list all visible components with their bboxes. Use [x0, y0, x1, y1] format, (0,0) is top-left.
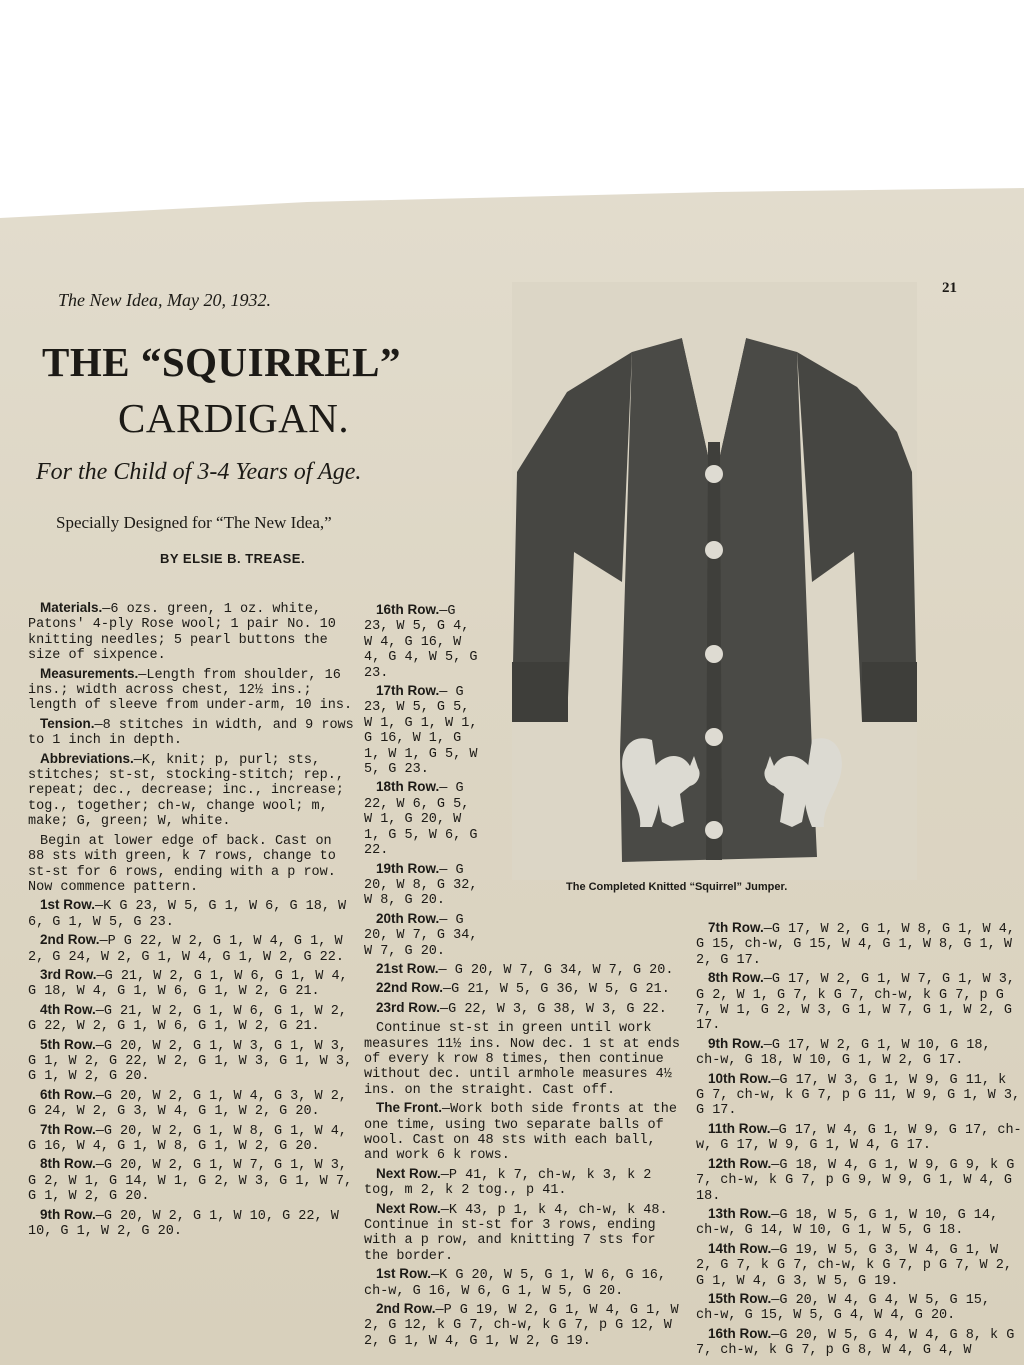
paragraph: 18th Row.— G 22, W 6, G 5, W 1, G 20, W 1, G 5, W 6, G 22. — [364, 779, 478, 859]
button — [705, 821, 723, 839]
paragraph: Materials.—6 ozs. green, 1 oz. white, Patons' 4-ply Rose wool; 1 pair No. 10 knitting needles; 5 pearl buttons the size of sixpence. — [28, 600, 336, 664]
paragraph: 10th Row.—G 17, W 3, G 1, W 9, G 11, k G 7, ch-w, k G 7, p G 11, W 9, G 1, W 3, G 17. — [696, 1070, 1021, 1119]
paragraph: 7th Row.—G 20, W 2, G 1, W 8, G 1, W 4, G 16, W 4, G 1, W 8, G 1, W 2, G 20. — [28, 1121, 347, 1154]
paragraph: 13th Row.—G 18, W 5, G 1, W 10, G 14, ch-w, G 14, W 10, G 1, W 5, G 18. — [696, 1205, 999, 1239]
button — [705, 541, 723, 559]
paragraph: 5th Row.—G 20, W 2, G 1, W 3, G 1, W 3, G 1, W 2, G 22, W 2, G 1, W 3, G 1, W 3, G 1, W 2, G 20. — [28, 1036, 353, 1085]
paragraph: The Front.—Work both side fronts at the one time, using two separate balls of wool. Cast on 48 sts with each ball, and work 6 k rows. — [364, 1100, 677, 1164]
paragraph: 2nd Row.—P G 19, W 2, G 1, W 4, G 1, W 2, G 12, k G 7, ch-w, k G 7, p G 12, W 2, G 1, W 4, G 1, W 2, G 19. — [364, 1301, 679, 1349]
paragraph: Continue st-st in green until work measures 11½ ins. Now dec. 1 st at ends of every k row 8 times, then continue without dec. until armhole measures 4½ ins. on the straight. Cast off. — [364, 1021, 680, 1098]
paragraph: 6th Row.—G 20, W 2, G 1, W 4, G 3, W 2, G 24, W 2, G 3, W 4, G 1, W 2, G 20. — [28, 1086, 347, 1120]
paragraph: 3rd Row.—G 21, W 2, G 1, W 6, G 1, W 4, G 18, W 4, G 1, W 6, G 1, W 2, G 21. — [28, 966, 348, 1000]
paragraph: 17th Row.— G 23, W 5, G 5, W 1, G 1, W 1, G 16, W 1, G 1, W 1, G 5, W 5, G 23. — [364, 683, 478, 778]
paragraph: 11th Row.—G 17, W 4, G 1, W 9, G 17, ch-w, G 17, W 9, G 1, W 4, G 17. — [696, 1120, 1022, 1154]
paragraph: 20th Row.— G 20, W 7, G 34, W 7, G 20. — [364, 910, 478, 959]
paragraph: 8th Row.—G 20, W 2, G 1, W 7, G 1, W 3, G 2, W 1, G 14, W 1, G 2, W 3, G 1, W 7, G 1, W 2, G 20. — [28, 1156, 353, 1205]
text-column-3 — [696, 920, 1022, 1361]
paragraph: 2nd Row.—P G 22, W 2, G 1, W 4, G 1, W 2, G 24, W 2, G 1, W 4, G 1, W 2, G 22. — [28, 932, 344, 965]
paragraph: 15th Row.—G 20, W 4, G 4, W 5, G 15, ch-w, G 15, W 5, G 4, W 4, G 20. — [696, 1290, 991, 1324]
designed-for-line: Specially Designed for “The New Idea,” — [56, 513, 332, 532]
button — [705, 645, 723, 663]
article-title-line1: THE “SQUIRREL” — [42, 339, 402, 385]
paragraph: 1st Row.—K G 23, W 5, G 1, W 6, G 18, W 6, G 1, W 5, G 23. — [28, 897, 347, 930]
paragraph: 9th Row.—G 20, W 2, G 1, W 10, G 22, W 10, G 1, W 2, G 20. — [28, 1206, 339, 1240]
paragraph: 9th Row.—G 17, W 2, G 1, W 10, G 18, ch-w, G 18, W 10, G 1, W 2, G 17. — [696, 1035, 991, 1069]
paragraph: 16th Row.—G 23, W 5, G 4, W 4, G 16, W 4, G 4, W 5, G 23. — [364, 602, 478, 681]
paragraph: Tension.—8 stitches in width, and 9 rows to 1 inch in depth. — [28, 715, 354, 749]
text-column-2 — [364, 602, 686, 1351]
page-number: 21 — [942, 280, 957, 296]
paragraph: 14th Row.—G 19, W 5, G 3, W 4, G 1, W 2, G 7, k G 7, ch-w, k G 7, p G 7, W 2, G 1, W 4, G 3, W 5, G 19. — [696, 1240, 1012, 1289]
paragraph: 22nd Row.—G 21, W 5, G 36, W 5, G 21. — [376, 980, 670, 998]
button — [705, 465, 723, 483]
article-subtitle: For the Child of 3-4 Years of Age. — [36, 459, 362, 485]
running-header: The New Idea, May 20, 1932. — [58, 290, 271, 310]
button — [705, 728, 723, 746]
article-title-line2: CARDIGAN. — [118, 395, 350, 441]
paragraph: Abbreviations.—K, knit; p, purl; sts, stitches; st-st, stocking-stitch; rep., repeat; dec., decrease; inc., increase; tog., together; ch-w, change wool; m, make; G, green; W, white. — [28, 750, 344, 830]
paragraph: 4th Row.—G 21, W 2, G 1, W 6, G 1, W 2, G 22, W 2, G 1, W 6, G 1, W 2, G 21. — [28, 1001, 347, 1035]
author-byline: BY ELSIE B. TREASE. — [160, 551, 306, 566]
paragraph: 12th Row.—G 18, W 4, G 1, W 9, G 9, k G 7, ch-w, k G 7, p G 9, W 9, G 1, W 4, G 18. — [696, 1155, 1015, 1204]
paragraph: 23rd Row.—G 22, W 3, G 38, W 3, G 22. — [376, 999, 667, 1017]
paragraph: 19th Row.— G 20, W 8, G 32, W 8, G 20. — [364, 860, 478, 909]
text-column-1 — [28, 600, 354, 1241]
paragraph: 7th Row.—G 17, W 2, G 1, W 8, G 1, W 4, G 15, ch-w, G 15, W 4, G 1, W 8, G 1, W 2, G 17. — [696, 920, 1015, 968]
paragraph: 1st Row.—K G 20, W 5, G 1, W 6, G 16, ch-w, G 16, W 6, G 1, W 5, G 20. — [364, 1266, 666, 1299]
photo-caption: The Completed Knitted “Squirrel” Jumper. — [566, 881, 788, 893]
paragraph: 8th Row.—G 17, W 2, G 1, W 7, G 1, W 3, G 2, W 1, G 7, k G 7, ch-w, k G 7, p G 7, W 1, G 2, W 3, G 1, W 7, G 1, W 2, G 17. — [696, 970, 1015, 1034]
paragraph: 21st Row.— G 20, W 7, G 34, W 7, G 20. — [376, 960, 674, 978]
paragraph: Next Row.—K 43, p 1, k 4, ch-w, k 48. Continue in st-st for 3 rows, ending with a p row, and knitting 7 sts for the border. — [364, 1200, 668, 1264]
paragraph: Next Row.—P 41, k 7, ch-w, k 3, k 2 tog, m 2, k 2 tog., p 41. — [364, 1165, 652, 1199]
paragraph: Begin at lower edge of back. Cast on 88 sts with green, k 7 rows, change to st-st for 6 rows, ending with a p row. Now commence pattern. — [28, 833, 336, 895]
paragraph: 16th Row.—G 20, W 5, G 4, W 4, G 8, k G 7, ch-w, k G 7, p G 8, W 4, G 4, W — [696, 1325, 1015, 1359]
paragraph: Measurements.—Length from shoulder, 16 ins.; width across chest, 12½ ins.; length of sleeve from under-arm, 10 ins. — [28, 665, 353, 714]
